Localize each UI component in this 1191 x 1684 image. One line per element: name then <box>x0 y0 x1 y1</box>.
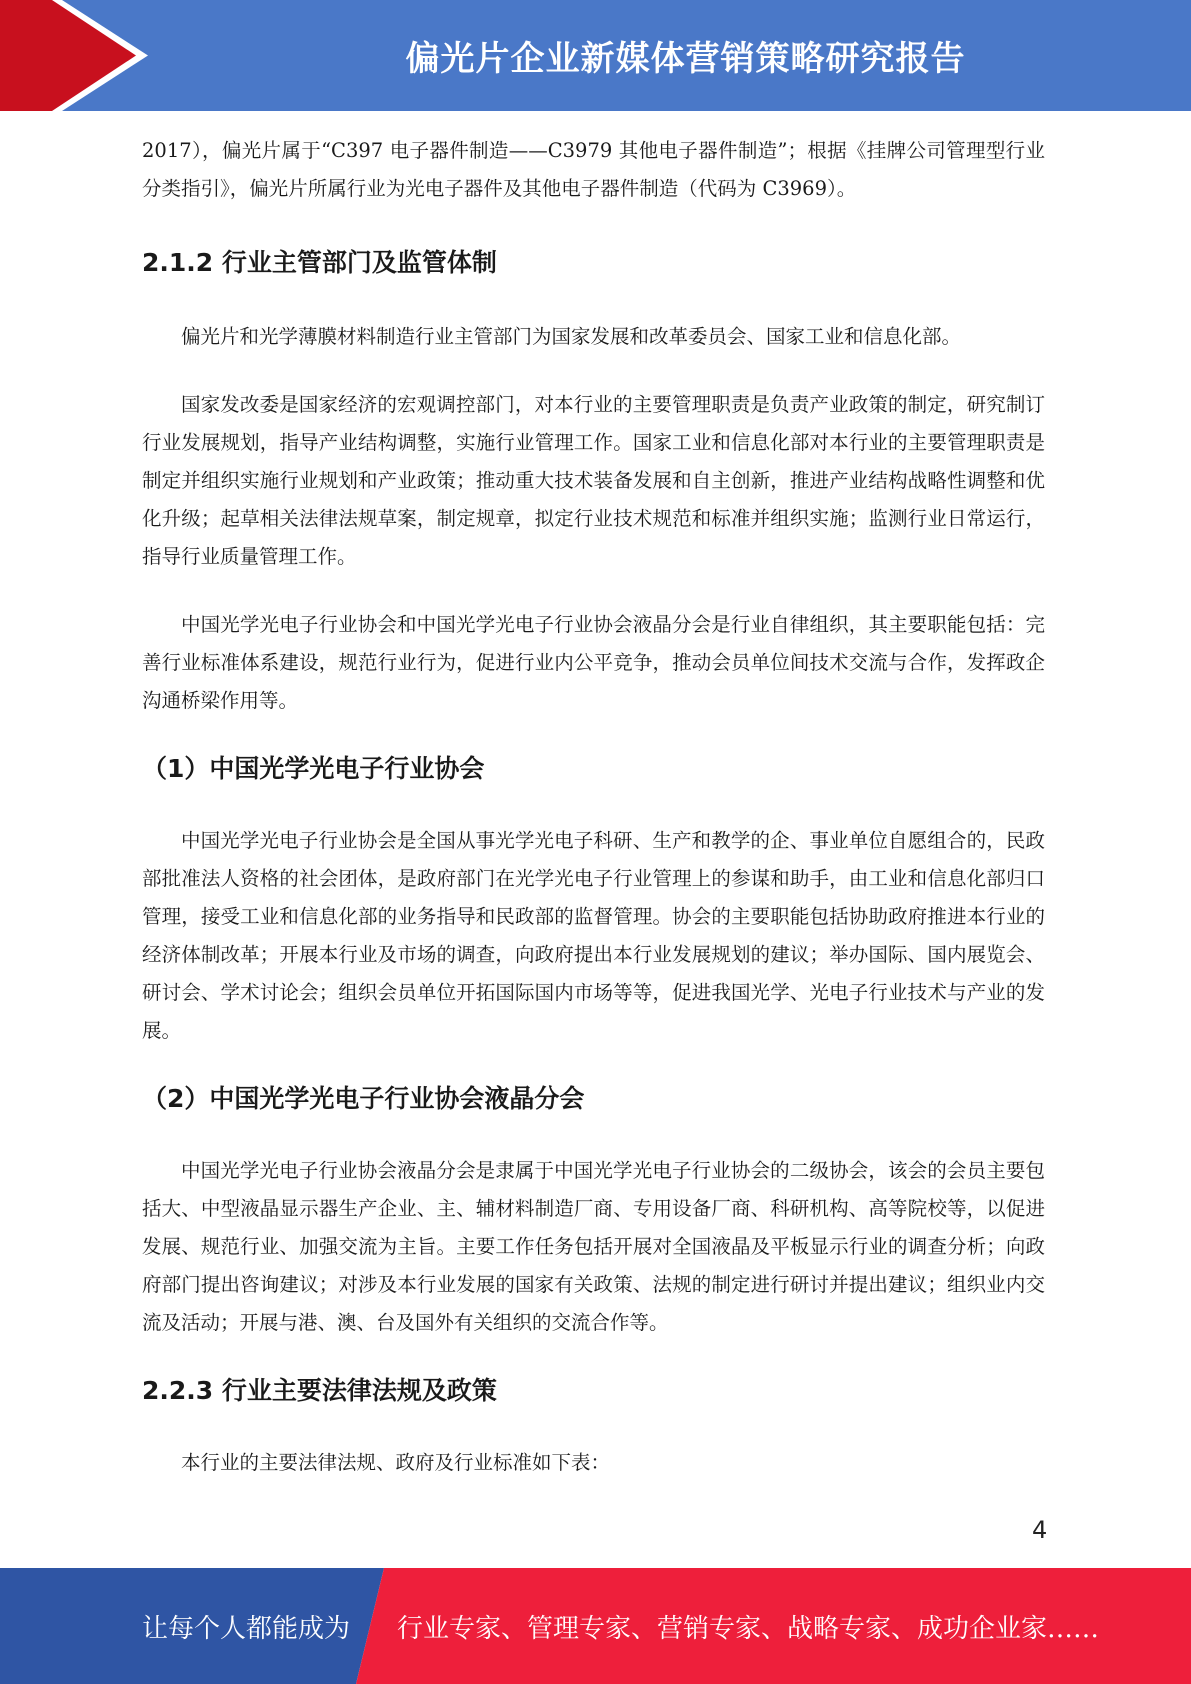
section-heading-lcd-branch: （2）中国光学光电子行业协会液晶分会 <box>142 1084 585 1113</box>
header-arrow-decoration <box>0 0 160 111</box>
paragraph-ndrc-miit: 国家发改委是国家经济的宏观调控部门，对本行业的主要管理职责是负责产业政策的制定，研究制订行业发展规划，指导产业结构调整，实施行业管理工作。国家工业和信息化部对本行业的主要管理职责是制定并组织实施行业规划和产业政策；推动重大技术装备发展和自主创新，推进产业结构战略性调整和优化升级；起草相关法律法规草案，制定规章，拟定行业技术规范和标准并组织实施；监测行业日常运行，指导行业质量管理工作。 <box>142 393 1045 568</box>
section-heading-2-2-3: 2.2.3 行业主要法律法规及政策 <box>142 1376 497 1405</box>
document-body <box>142 132 1045 1482</box>
paragraph-authorities: 偏光片和光学薄膜材料制造行业主管部门为国家发展和改革委员会、国家工业和信息化部。 <box>181 325 962 348</box>
page-number: 4 <box>1032 1516 1048 1544</box>
footer-slogan-right: 行业专家、管理专家、营销专家、战略专家、成功企业家…… <box>397 1613 1100 1644</box>
header-title: 偏光片企业新媒体营销策略研究报告 <box>405 39 966 79</box>
paragraph-associations: 中国光学光电子行业协会和中国光学光电子行业协会液晶分会是行业自律组织，其主要职能包括：完善行业标准体系建设，规范行业行为，促进行业内公平竞争，推动会员单位间技术交流与合作，发挥政企沟通桥梁作用等。 <box>142 613 1045 712</box>
section-heading-2-1-2: 2.1.2 行业主管部门及监管体制 <box>142 248 497 277</box>
paragraph-classification: 2017），偏光片属于“C397 电子器件制造——C3979 其他电子器件制造”；根据《挂牌公司管理型行业分类指引》，偏光片所属行业为光电子器件及其他电子器件制造（代码为 C3969）。 <box>142 139 1045 200</box>
section-heading-association: （1）中国光学光电子行业协会 <box>142 754 485 783</box>
paragraph-association-desc: 中国光学光电子行业协会是全国从事光学光电子科研、生产和教学的企、事业单位自愿组合的，民政部批准法人资格的社会团体，是政府部门在光学光电子行业管理上的参谋和助手，由工业和信息化部归口管理，接受工业和信息化部的业务指导和民政部的监督管理。协会的主要职能包括协助政府推进本行业的经济体制改革；开展本行业及市场的调查，向政府提出本行业发展规划的建议；举办国际、国内展览会、研讨会、学术讨论会；组织会员单位开拓国际国内市场等等，促进我国光学、光电子行业技术与产业的发展。 <box>142 829 1045 1042</box>
header-banner <box>0 0 1191 111</box>
footer-slogan-left: 让每个人都能成为 <box>142 1613 351 1644</box>
paragraph-lcd-branch-desc: 中国光学光电子行业协会液晶分会是隶属于中国光学光电子行业协会的二级协会，该会的会员主要包括大、中型液晶显示器生产企业、主、辅材料制造厂商、专用设备厂商、科研机构、高等院校等，以促进发展、规范行业、加强交流为主旨。主要工作任务包括开展对全国液晶及平板显示行业的调查分析；向政府部门提出咨询建议；对涉及本行业发展的国家有关政策、法规的制定进行研讨并提出建议；组织业内交流及活动；开展与港、澳、台及国外有关组织的交流合作等。 <box>142 1159 1045 1334</box>
footer-banner <box>0 1568 1191 1684</box>
paragraph-regulations-intro: 本行业的主要法律法规、政府及行业标准如下表： <box>181 1451 611 1474</box>
